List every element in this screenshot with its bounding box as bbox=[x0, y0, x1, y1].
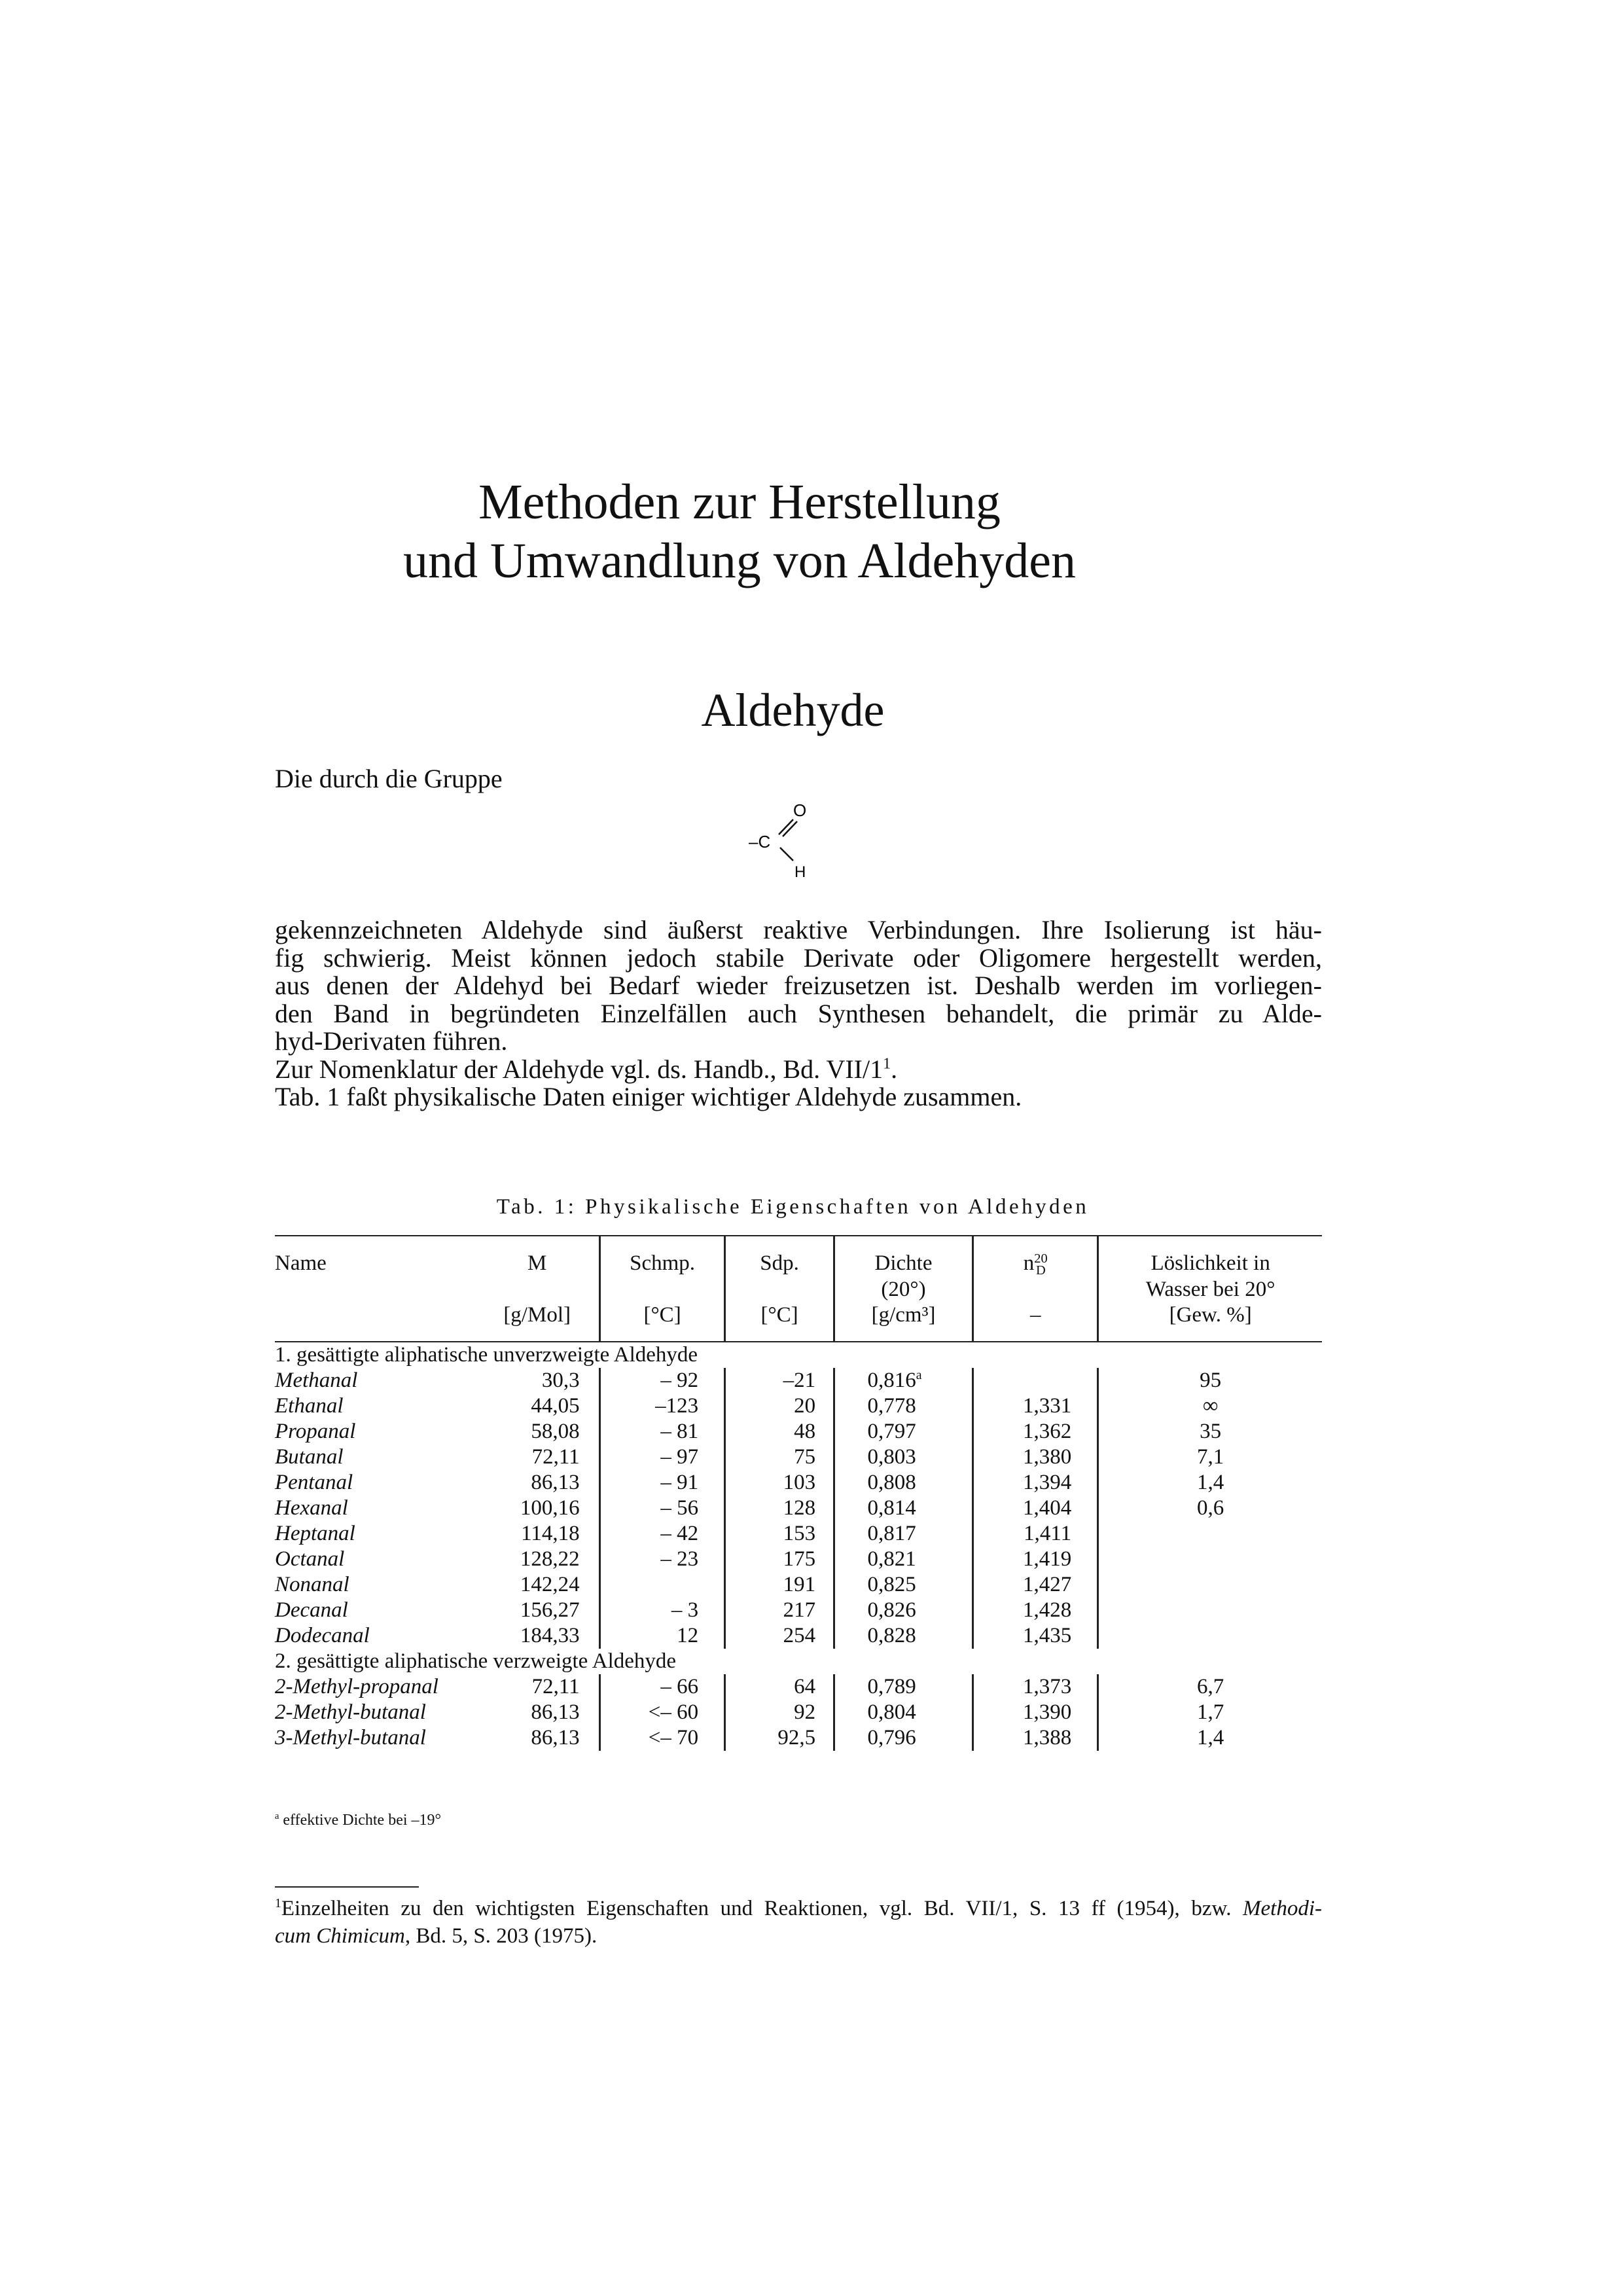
header-loeslichkeit-line-2: Wasser bei 20° bbox=[1145, 1277, 1275, 1301]
table-footnote bbox=[275, 1812, 441, 1829]
table-row bbox=[275, 1444, 1322, 1470]
cell-name: Heptanal bbox=[275, 1521, 355, 1545]
cell-density: 0,825 bbox=[834, 1572, 972, 1598]
cell-melting-point: – 97 bbox=[599, 1444, 724, 1470]
page-title-line-2: und Umwandlung von Aldehyden bbox=[402, 533, 1076, 588]
cell-name: Octanal bbox=[275, 1547, 345, 1571]
page-footnote-italic-2: cum Chimicum bbox=[275, 1924, 405, 1948]
cell-molar-mass: 72,11 bbox=[475, 1674, 599, 1700]
cell-name: Propanal bbox=[275, 1419, 356, 1443]
cell-molar-mass: 114,18 bbox=[475, 1521, 599, 1547]
header-loeslichkeit: Löslichkeit in bbox=[1150, 1251, 1270, 1275]
cell-boiling-point: 254 bbox=[725, 1623, 834, 1649]
table-row bbox=[275, 1623, 1322, 1649]
formula-oxygen: O bbox=[793, 800, 807, 820]
cell-refractive-index: 1,331 bbox=[973, 1393, 1098, 1419]
cell-melting-point bbox=[599, 1572, 724, 1598]
page-footnote bbox=[275, 1895, 1322, 1950]
cell-solubility: 1,4 bbox=[1197, 1470, 1224, 1494]
cell-molar-mass: 100,16 bbox=[475, 1496, 599, 1521]
density-footnote-mark: a bbox=[916, 1367, 922, 1382]
cell-refractive-index bbox=[973, 1368, 1098, 1393]
cell-solubility: ∞ bbox=[1202, 1393, 1219, 1418]
cell-molar-mass: 142,24 bbox=[475, 1572, 599, 1598]
table-row bbox=[275, 1496, 1322, 1521]
cell-molar-mass: 30,3 bbox=[475, 1368, 599, 1393]
group-branched-label: 2. gesättigte aliphatische verzweigte Aldehyde bbox=[275, 1649, 677, 1673]
cell-molar-mass: 72,11 bbox=[475, 1444, 599, 1470]
cell-density: 0,826 bbox=[834, 1598, 972, 1623]
cell-density: 0,803 bbox=[834, 1444, 972, 1470]
group-branched bbox=[275, 1649, 1322, 1674]
cell-refractive-index: 1,373 bbox=[973, 1674, 1098, 1700]
formula-hydrogen: H bbox=[794, 863, 806, 881]
body-line-2: fig schwierig. Meist können jedoch stabile Derivate oder Oligomere hergestellt werden, bbox=[275, 942, 1322, 973]
cell-boiling-point: 217 bbox=[725, 1598, 834, 1623]
footnote-divider bbox=[275, 1886, 419, 1888]
cell-boiling-point: 20 bbox=[725, 1393, 834, 1419]
cell-density: 0,808 bbox=[834, 1470, 972, 1496]
cell-refractive-index: 1,435 bbox=[973, 1623, 1098, 1649]
cell-refractive-index: 1,419 bbox=[973, 1547, 1098, 1572]
cell-boiling-point: 191 bbox=[725, 1572, 834, 1598]
page-footnote-italic-1: Methodi- bbox=[1243, 1897, 1323, 1920]
cell-density: 0,817 bbox=[834, 1521, 972, 1547]
cell-density: 0,778 bbox=[834, 1393, 972, 1419]
cell-refractive-index: 1,380 bbox=[973, 1444, 1098, 1470]
header-sdp: Sdp. bbox=[725, 1236, 834, 1277]
cell-refractive-index: 1,428 bbox=[973, 1598, 1098, 1623]
table-row bbox=[275, 1393, 1322, 1419]
body-line-4: den Band in begründeten Einzelfällen auch Synthesen behandelt, die primär zu Alde- bbox=[275, 998, 1322, 1028]
cell-melting-point: – 92 bbox=[599, 1368, 724, 1393]
cell-density: 0,797 bbox=[834, 1419, 972, 1444]
header-dichte-temperature: (20°) bbox=[834, 1277, 972, 1302]
nomenclature-end: . bbox=[891, 1054, 898, 1084]
cell-name: Butanal bbox=[275, 1444, 344, 1469]
cell-melting-point: <– 60 bbox=[599, 1700, 724, 1725]
cell-boiling-point: 103 bbox=[725, 1470, 834, 1496]
cell-density: 0,814 bbox=[834, 1496, 972, 1521]
cell-density: 0,828 bbox=[834, 1623, 972, 1649]
table-row bbox=[275, 1700, 1322, 1725]
cell-boiling-point: 75 bbox=[725, 1444, 834, 1470]
cell-refractive-index: 1,390 bbox=[973, 1700, 1098, 1725]
group-unbranched bbox=[275, 1342, 1322, 1368]
cell-melting-point: – 3 bbox=[599, 1598, 724, 1623]
header-loeslichkeit-unit: [Gew. %] bbox=[1169, 1302, 1252, 1327]
cell-boiling-point: 153 bbox=[725, 1521, 834, 1547]
cell-refractive-index: 1,394 bbox=[973, 1470, 1098, 1496]
formula-carbon: –C bbox=[749, 832, 771, 852]
cell-solubility bbox=[1098, 1623, 1322, 1649]
cell-molar-mass: 86,13 bbox=[475, 1470, 599, 1496]
header-refractive-index: n 20 D bbox=[973, 1236, 1098, 1277]
nomenclature-text: Zur Nomenklatur der Aldehyde vgl. ds. Handb., Bd. VII/1 bbox=[275, 1054, 883, 1084]
table-row bbox=[275, 1725, 1322, 1751]
table-reference-line: Tab. 1 faßt physikalische Daten einiger wichtiger Aldehyde zusammen. bbox=[275, 1082, 1022, 1111]
cell-name: 3-Methyl-butanal bbox=[275, 1725, 426, 1749]
cell-boiling-point: –21 bbox=[725, 1368, 834, 1393]
header-m-unit: [g/Mol] bbox=[475, 1302, 599, 1342]
page-footnote-text-2: , Bd. 5, S. 203 (1975). bbox=[404, 1924, 597, 1948]
cell-molar-mass: 58,08 bbox=[475, 1419, 599, 1444]
page-footnote-text-1: Einzelheiten zu den wichtigsten Eigenschaften und Reaktionen, vgl. Bd. VII/1, S. 13 ff (1954), bzw. bbox=[281, 1897, 1232, 1920]
body-line-3: aus denen der Aldehyd bei Bedarf wieder freizusetzen ist. Deshalb werden im vorliegen- bbox=[275, 971, 1322, 1000]
table-row bbox=[275, 1368, 1322, 1393]
header-dichte-unit: [g/cm³] bbox=[834, 1302, 972, 1342]
cell-boiling-point: 92,5 bbox=[725, 1725, 834, 1751]
table-footnote-text: effektive Dichte bei –19° bbox=[283, 1812, 442, 1829]
cell-density: 0,789 bbox=[834, 1674, 972, 1700]
table-row bbox=[275, 1470, 1322, 1496]
table-row bbox=[275, 1674, 1322, 1700]
cell-melting-point: – 56 bbox=[599, 1496, 724, 1521]
cell-molar-mass: 128,22 bbox=[475, 1547, 599, 1572]
cell-density: 0,804 bbox=[834, 1700, 972, 1725]
cell-name: Hexanal bbox=[275, 1496, 348, 1520]
table-header bbox=[275, 1236, 1322, 1342]
table-footnote-mark: a bbox=[275, 1811, 279, 1821]
header-dichte: Dichte bbox=[834, 1236, 972, 1277]
cell-molar-mass: 44,05 bbox=[475, 1393, 599, 1419]
cell-melting-point: – 42 bbox=[599, 1521, 724, 1547]
table-row bbox=[275, 1521, 1322, 1547]
cell-boiling-point: 92 bbox=[725, 1700, 834, 1725]
header-name: Name bbox=[275, 1251, 327, 1275]
cell-solubility: 0,6 bbox=[1197, 1496, 1224, 1520]
cell-melting-point: 12 bbox=[599, 1623, 724, 1649]
cell-solubility: 7,1 bbox=[1197, 1444, 1224, 1469]
cell-density: 0,816$^a$ bbox=[834, 1368, 972, 1393]
cell-melting-point: –123 bbox=[599, 1393, 724, 1419]
nomenclature-line bbox=[275, 1056, 1322, 1084]
cell-boiling-point: 48 bbox=[725, 1419, 834, 1444]
table-row bbox=[275, 1419, 1322, 1444]
cell-refractive-index: 1,411 bbox=[973, 1521, 1098, 1547]
cell-boiling-point: 64 bbox=[725, 1674, 834, 1700]
cell-name: Dodecanal bbox=[275, 1623, 370, 1647]
group-unbranched-label: 1. gesättigte aliphatische unverzweigte Aldehyde bbox=[275, 1342, 698, 1367]
cell-solubility: 95 bbox=[1200, 1368, 1222, 1392]
table-row bbox=[275, 1547, 1322, 1572]
cell-melting-point: – 23 bbox=[599, 1547, 724, 1572]
cell-name: Ethanal bbox=[275, 1393, 344, 1418]
cell-density: 0,821 bbox=[834, 1547, 972, 1572]
cell-name: 2-Methyl-propanal bbox=[275, 1674, 438, 1698]
cell-melting-point: <– 70 bbox=[599, 1725, 724, 1751]
cell-name: Decanal bbox=[275, 1598, 348, 1622]
formula-single-bond bbox=[780, 848, 793, 861]
cell-refractive-index: 1,362 bbox=[973, 1419, 1098, 1444]
cell-solubility bbox=[1098, 1572, 1322, 1598]
header-schmp-unit: [°C] bbox=[599, 1302, 724, 1342]
aldehyde-properties-table bbox=[275, 1235, 1322, 1751]
cell-solubility bbox=[1098, 1598, 1322, 1623]
page-footnote-mark: 1 bbox=[275, 1896, 281, 1910]
cell-molar-mass: 86,13 bbox=[475, 1725, 599, 1751]
cell-refractive-index: 1,404 bbox=[973, 1496, 1098, 1521]
cell-melting-point: – 66 bbox=[599, 1674, 724, 1700]
body-line-5: hyd-Derivaten führen. bbox=[275, 1026, 508, 1056]
body-line-1: gekennzeichneten Aldehyde sind äußerst reaktive Verbindungen. Ihre Isolierung ist häu- bbox=[275, 915, 1322, 944]
aldehyde-group-formula bbox=[720, 782, 851, 887]
cell-name: Nonanal bbox=[275, 1572, 349, 1596]
header-nd-unit: – bbox=[973, 1302, 1098, 1342]
cell-solubility: 1,4 bbox=[1197, 1725, 1224, 1749]
cell-solubility: 35 bbox=[1200, 1419, 1222, 1443]
body-text bbox=[275, 916, 1322, 1111]
cell-solubility: 1,7 bbox=[1197, 1700, 1224, 1724]
cell-molar-mass: 184,33 bbox=[475, 1623, 599, 1649]
section-title: Aldehyde bbox=[701, 684, 885, 736]
cell-melting-point: – 91 bbox=[599, 1470, 724, 1496]
cell-molar-mass: 156,27 bbox=[475, 1598, 599, 1623]
table-caption: Tab. 1: Physikalische Eigenschaften von Aldehyden bbox=[496, 1195, 1090, 1219]
cell-boiling-point: 128 bbox=[725, 1496, 834, 1521]
table-row bbox=[275, 1598, 1322, 1623]
cell-refractive-index: 1,388 bbox=[973, 1725, 1098, 1751]
intro-lead: Die durch die Gruppe bbox=[275, 764, 503, 793]
cell-solubility: 6,7 bbox=[1197, 1674, 1224, 1698]
footnote-ref-1[interactable]: 1 bbox=[883, 1055, 891, 1073]
cell-boiling-point: 175 bbox=[725, 1547, 834, 1572]
table-row bbox=[275, 1572, 1322, 1598]
cell-name: Pentanal bbox=[275, 1470, 353, 1494]
header-schmp: Schmp. bbox=[599, 1236, 724, 1277]
cell-melting-point: – 81 bbox=[599, 1419, 724, 1444]
header-m: M bbox=[475, 1236, 599, 1277]
cell-density: 0,796 bbox=[834, 1725, 972, 1751]
page-title-line-1: Methoden zur Herstellung bbox=[478, 475, 1001, 529]
header-sdp-unit: [°C] bbox=[725, 1302, 834, 1342]
cell-solubility bbox=[1098, 1547, 1322, 1572]
cell-name: Methanal bbox=[275, 1368, 358, 1392]
page-title bbox=[0, 473, 1479, 590]
cell-molar-mass: 86,13 bbox=[475, 1700, 599, 1725]
cell-refractive-index: 1,427 bbox=[973, 1572, 1098, 1598]
cell-name: 2-Methyl-butanal bbox=[275, 1700, 426, 1724]
table-body bbox=[275, 1342, 1322, 1751]
cell-solubility bbox=[1098, 1521, 1322, 1547]
